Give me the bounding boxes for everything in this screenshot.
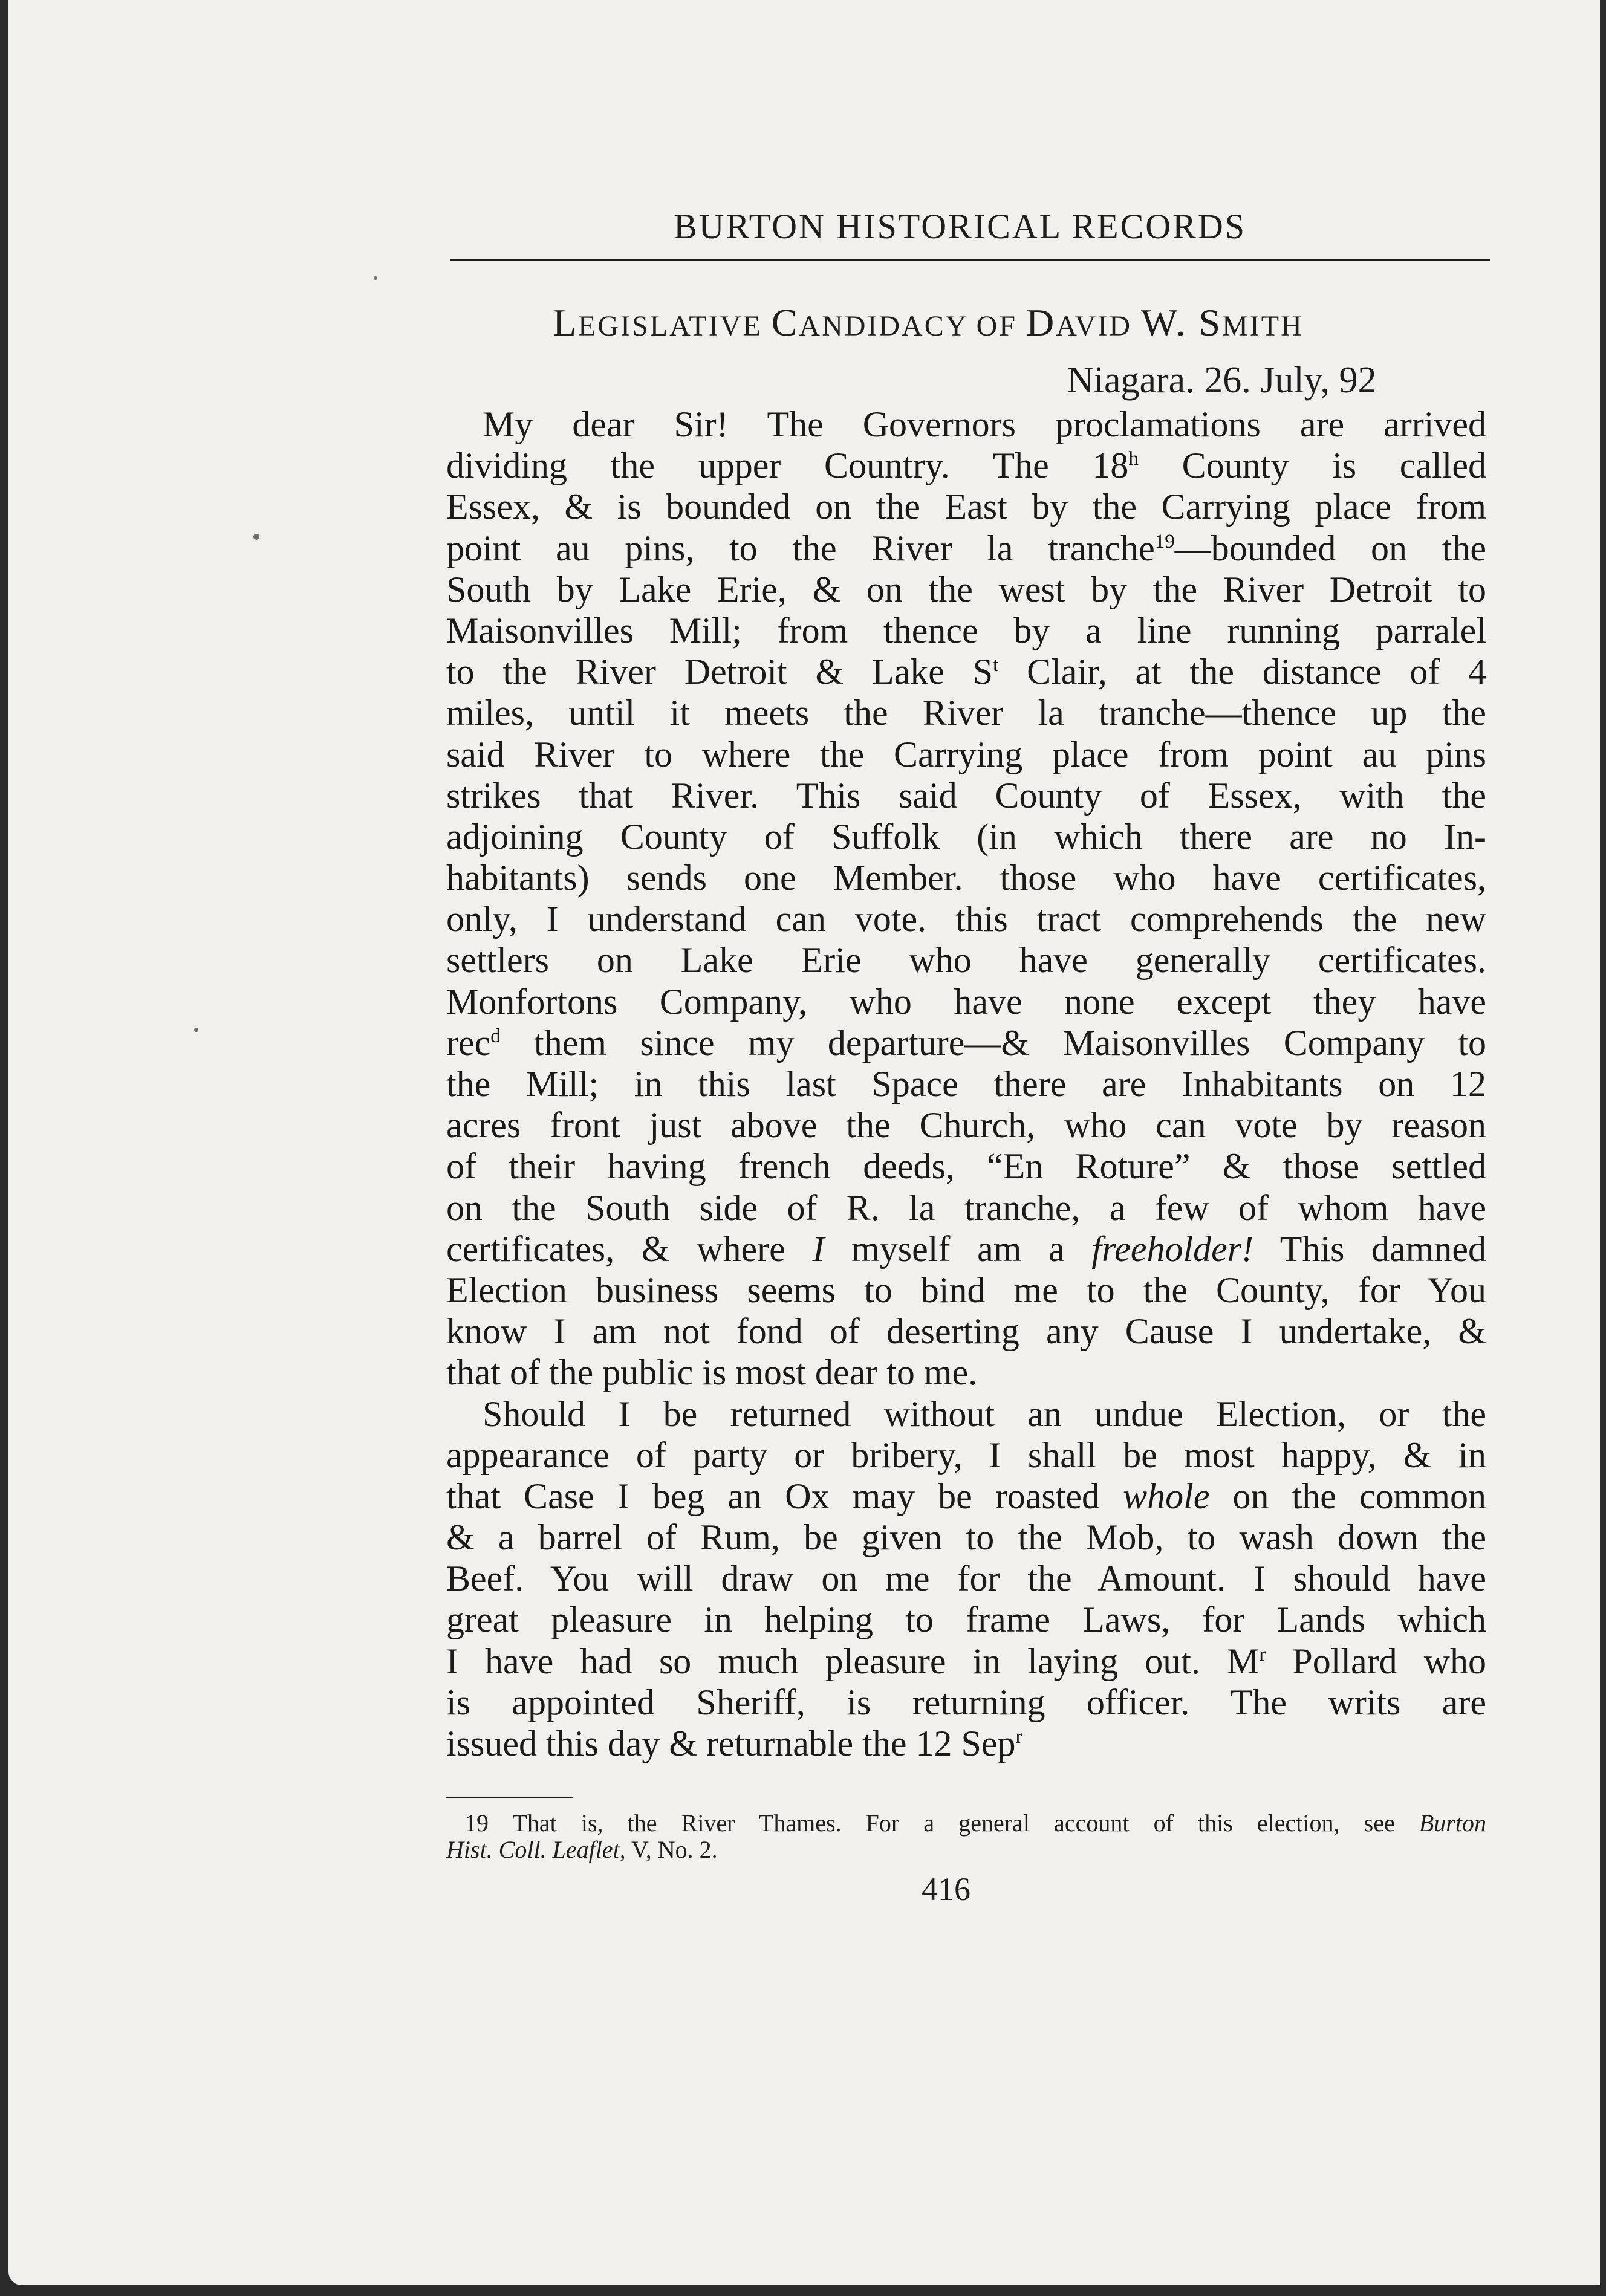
text-run: South by Lake Erie, & on the west by the River Detroit to	[446, 569, 1486, 609]
text-run: 19 That is, the River Thames. For a general account of this election, see	[464, 1809, 1419, 1837]
body-line	[446, 404, 1486, 445]
body-line	[446, 734, 1486, 775]
text-run: said River to where the Carrying place from point au pins	[446, 734, 1486, 774]
article-title-part: AVID	[1056, 310, 1141, 342]
dateline: Niagara. 26. July, 92	[1067, 360, 1377, 401]
text-run: Pollard who	[1266, 1641, 1486, 1681]
text-run: point au pins, to the River la tranche	[446, 528, 1155, 568]
body-line	[446, 1393, 1486, 1435]
body-line	[446, 486, 1486, 527]
text-run: Maisonvilles Mill; from thence by a line running parralel	[446, 610, 1486, 650]
body-line	[446, 939, 1486, 981]
superscript: d	[490, 1025, 501, 1047]
text-run: acres front just above the Church, who can vote by reason	[446, 1105, 1486, 1146]
text-run: on the South side of R. la tranche, a few of whom have	[446, 1187, 1486, 1228]
body-line	[446, 1723, 1486, 1764]
article-title-part: ANDIDACY OF	[799, 310, 1026, 342]
text-run: that of the public is most dear to me.	[446, 1352, 978, 1393]
body-line	[446, 1270, 1486, 1311]
text-run: Clair, at the distance of 4	[998, 652, 1486, 692]
body-line	[446, 1435, 1486, 1476]
text-run: County is called	[1138, 446, 1486, 486]
italic-run: whole	[1123, 1476, 1210, 1516]
text-run: great pleasure in helping to frame Laws, for Lands which	[446, 1600, 1486, 1640]
text-run: appearance of party or bribery, I shall be most happy, & in	[446, 1435, 1486, 1475]
text-run: myself am a	[824, 1228, 1092, 1269]
body-line	[446, 1146, 1486, 1187]
text-run: that Case I beg an Ox may be roasted	[446, 1476, 1123, 1516]
footnote	[446, 1810, 1486, 1863]
text-run: I have had so much pleasure in laying out. M	[446, 1641, 1260, 1681]
text-run: V, No. 2.	[625, 1836, 718, 1863]
body-line	[446, 775, 1486, 816]
text-run: Should I be returned without an undue Election, or the	[483, 1393, 1486, 1434]
body-line	[446, 528, 1486, 569]
italic-run: Hist. Coll. Leaflet,	[446, 1836, 626, 1863]
text-run: dividing the upper Country. The 18	[446, 446, 1129, 486]
body-line	[446, 1228, 1486, 1270]
body-line	[446, 1517, 1486, 1558]
body-line	[446, 1311, 1486, 1352]
italic-run: I	[812, 1228, 825, 1269]
body-line	[446, 1063, 1486, 1104]
paper-speck	[374, 276, 377, 280]
body-line	[446, 1104, 1486, 1146]
article-title-part: C	[771, 301, 799, 344]
text-run: certificates, & where	[446, 1228, 813, 1269]
letter-body	[446, 404, 1486, 1764]
text-run: habitants) sends one Member. those who have certificates,	[446, 858, 1486, 898]
text-run: rec	[446, 1022, 491, 1063]
body-line	[446, 1352, 1486, 1393]
italic-run: Burton	[1419, 1809, 1486, 1837]
text-run: This damned	[1253, 1228, 1486, 1269]
text-run: Monfortons Company, who have none except they have	[446, 981, 1486, 1022]
article-title-part: W. S	[1140, 301, 1223, 344]
article-title-part: D	[1026, 301, 1056, 344]
text-run: strikes that River. This said County of Essex, with the	[446, 775, 1486, 816]
text-run: is appointed Sheriff, is returning officer. The writs are	[446, 1682, 1486, 1722]
running-header: BURTON HISTORICAL RECORDS	[674, 207, 1247, 246]
body-line	[446, 1476, 1486, 1517]
body-line	[446, 816, 1486, 857]
text-run: Election business seems to bind me to the County, for You	[446, 1270, 1486, 1310]
italic-run: freeholder!	[1091, 1228, 1254, 1269]
body-line	[446, 692, 1486, 733]
page-number: 416	[922, 1871, 970, 1907]
text-run: of their having french deeds, “En Roture” & those settled	[446, 1146, 1486, 1187]
footnote-rule	[446, 1797, 573, 1798]
article-title	[553, 303, 1304, 342]
article-title-part: EGISLATIVE	[578, 310, 772, 342]
article-title-part: MITH	[1222, 310, 1304, 342]
footnote-line	[446, 1837, 1486, 1863]
text-run: miles, until it meets the River la tranche—thence up the	[446, 693, 1486, 733]
text-run: to the River Detroit & Lake S	[446, 652, 993, 692]
text-run: & a barrel of Rum, be given to the Mob, to wash down the	[446, 1517, 1486, 1558]
body-line	[446, 898, 1486, 939]
text-run: the Mill; in this last Space there are Inhabitants on 12	[446, 1064, 1486, 1104]
text-run: know I am not fond of deserting any Cause I undertake, &	[446, 1311, 1486, 1352]
paper-speck	[253, 534, 259, 540]
superscript: h	[1128, 448, 1139, 470]
body-line	[446, 445, 1486, 486]
body-line	[446, 651, 1486, 692]
text-run: settlers on Lake Erie who have generally certificates.	[446, 940, 1486, 981]
superscript: 19	[1154, 530, 1175, 553]
text-run: My dear Sir! The Governors proclamations are arrived	[483, 404, 1486, 444]
text-run: Beef. You will draw on me for the Amount. I should have	[446, 1558, 1486, 1599]
text-run: issued this day & returnable the 12 Sep	[446, 1724, 1016, 1763]
body-line	[446, 1022, 1486, 1063]
superscript: r	[1015, 1726, 1022, 1748]
text-run: on the common	[1209, 1476, 1486, 1516]
text-run: —bounded on the	[1174, 528, 1487, 568]
body-line	[446, 569, 1486, 610]
text-run: only, I understand can vote. this tract comprehends the new	[446, 899, 1486, 939]
body-line	[446, 1599, 1486, 1640]
superscript: t	[993, 654, 999, 676]
header-rule	[450, 259, 1490, 261]
body-line	[446, 857, 1486, 898]
superscript: r	[1259, 1643, 1266, 1665]
paper-speck	[194, 1028, 198, 1032]
text-run: them since my departure—& Maisonvilles Company to	[500, 1022, 1486, 1063]
body-line	[446, 981, 1486, 1022]
text-run: adjoining County of Suffolk (in which there are no In-	[446, 816, 1486, 857]
page-sheet	[8, 0, 1600, 2285]
footnote-line	[446, 1810, 1486, 1837]
body-line	[446, 1187, 1486, 1228]
body-line	[446, 1641, 1486, 1682]
body-line	[446, 1682, 1486, 1723]
article-title-part: L	[553, 301, 579, 344]
body-line	[446, 610, 1486, 651]
body-line	[446, 1558, 1486, 1599]
text-run: Essex, & is bounded on the East by the Carrying place from	[446, 487, 1486, 527]
